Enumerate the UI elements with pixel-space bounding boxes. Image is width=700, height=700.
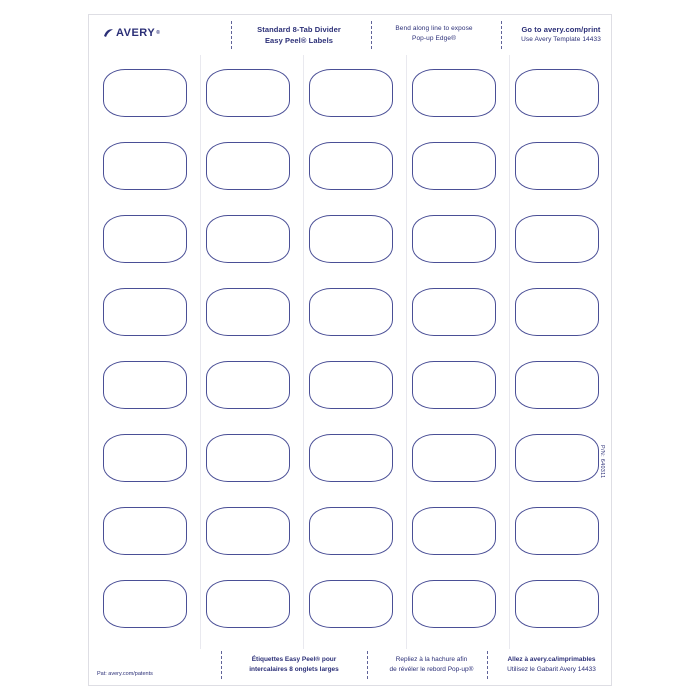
label-cell[interactable] bbox=[412, 215, 496, 263]
label-cell[interactable] bbox=[515, 69, 599, 117]
label-cell[interactable] bbox=[515, 580, 599, 628]
label-cell[interactable] bbox=[515, 434, 599, 482]
label-row bbox=[103, 424, 599, 497]
avery-registered-mark: ® bbox=[156, 30, 161, 36]
sheet-header bbox=[89, 15, 611, 55]
label-cell[interactable] bbox=[412, 69, 496, 117]
label-cell[interactable] bbox=[412, 580, 496, 628]
avery-wordmark: AVERY bbox=[116, 27, 156, 39]
header-bend-line2: Pop-up Edge® bbox=[412, 34, 456, 42]
label-cell[interactable] bbox=[412, 361, 496, 409]
header-product-line1: Standard 8-Tab Divider bbox=[257, 25, 341, 34]
avery-swoosh-icon bbox=[103, 28, 114, 39]
header-template-info bbox=[509, 24, 613, 45]
label-grid bbox=[103, 59, 599, 643]
label-cell[interactable] bbox=[515, 215, 599, 263]
label-cell[interactable] bbox=[103, 69, 187, 117]
label-sheet bbox=[88, 14, 612, 686]
label-cell[interactable] bbox=[206, 142, 290, 190]
label-cell[interactable] bbox=[309, 507, 393, 555]
label-cell[interactable] bbox=[206, 434, 290, 482]
footer-template-number-fr: Utilisez le Gabarit Avery 14433 bbox=[507, 665, 596, 673]
label-row bbox=[103, 570, 599, 643]
label-cell[interactable] bbox=[412, 434, 496, 482]
label-cell[interactable] bbox=[309, 288, 393, 336]
label-cell[interactable] bbox=[412, 288, 496, 336]
label-cell[interactable] bbox=[206, 361, 290, 409]
label-cell[interactable] bbox=[515, 507, 599, 555]
label-cell[interactable] bbox=[309, 434, 393, 482]
label-cell[interactable] bbox=[103, 288, 187, 336]
label-cell[interactable] bbox=[309, 142, 393, 190]
label-row bbox=[103, 351, 599, 424]
label-cell[interactable] bbox=[103, 580, 187, 628]
label-cell[interactable] bbox=[103, 361, 187, 409]
label-cell[interactable] bbox=[206, 288, 290, 336]
label-cell[interactable] bbox=[206, 507, 290, 555]
label-cell[interactable] bbox=[206, 69, 290, 117]
label-row bbox=[103, 205, 599, 278]
footer-bend-fr-line2: de révéler le rebord Pop-up® bbox=[389, 665, 474, 673]
footer-url-fr[interactable]: Allez à avery.ca/imprimables bbox=[507, 656, 596, 663]
label-row bbox=[103, 278, 599, 351]
label-cell[interactable] bbox=[103, 215, 187, 263]
footer-bend-instructions-fr bbox=[374, 655, 489, 675]
footer-patents: Pat: avery.com/patents bbox=[97, 671, 153, 677]
part-number: P/N: 640311 bbox=[599, 445, 605, 479]
header-bend-instructions bbox=[379, 24, 489, 44]
label-cell[interactable] bbox=[515, 288, 599, 336]
label-cell[interactable] bbox=[103, 434, 187, 482]
label-cell[interactable] bbox=[515, 142, 599, 190]
label-cell[interactable] bbox=[103, 142, 187, 190]
label-cell[interactable] bbox=[515, 361, 599, 409]
label-cell[interactable] bbox=[206, 215, 290, 263]
header-product-info bbox=[239, 24, 359, 47]
label-cell[interactable] bbox=[309, 580, 393, 628]
label-cell[interactable] bbox=[412, 507, 496, 555]
label-cell[interactable] bbox=[103, 507, 187, 555]
footer-bend-fr-line1: Repliez à la hachure afin bbox=[395, 656, 468, 663]
footer-template-info-fr bbox=[494, 655, 609, 675]
footer-product-info-fr bbox=[229, 655, 359, 675]
footer-product-fr-line2: intercalaires 8 onglets larges bbox=[249, 665, 339, 673]
avery-logo bbox=[103, 27, 160, 39]
sheet-footer bbox=[89, 645, 611, 685]
label-cell[interactable] bbox=[309, 215, 393, 263]
header-product-line2: Easy Peel® Labels bbox=[264, 36, 334, 46]
label-cell[interactable] bbox=[412, 142, 496, 190]
label-cell[interactable] bbox=[309, 361, 393, 409]
header-url[interactable]: Go to avery.com/print bbox=[521, 25, 601, 34]
label-cell[interactable] bbox=[206, 580, 290, 628]
label-row bbox=[103, 132, 599, 205]
label-row bbox=[103, 497, 599, 570]
footer-product-fr-line1: Étiquettes Easy Peel® pour bbox=[251, 656, 337, 663]
header-template-number: Use Avery Template 14433 bbox=[521, 36, 601, 44]
label-cell[interactable] bbox=[309, 69, 393, 117]
header-bend-line1: Bend along line to expose bbox=[395, 25, 473, 32]
label-row bbox=[103, 59, 599, 132]
